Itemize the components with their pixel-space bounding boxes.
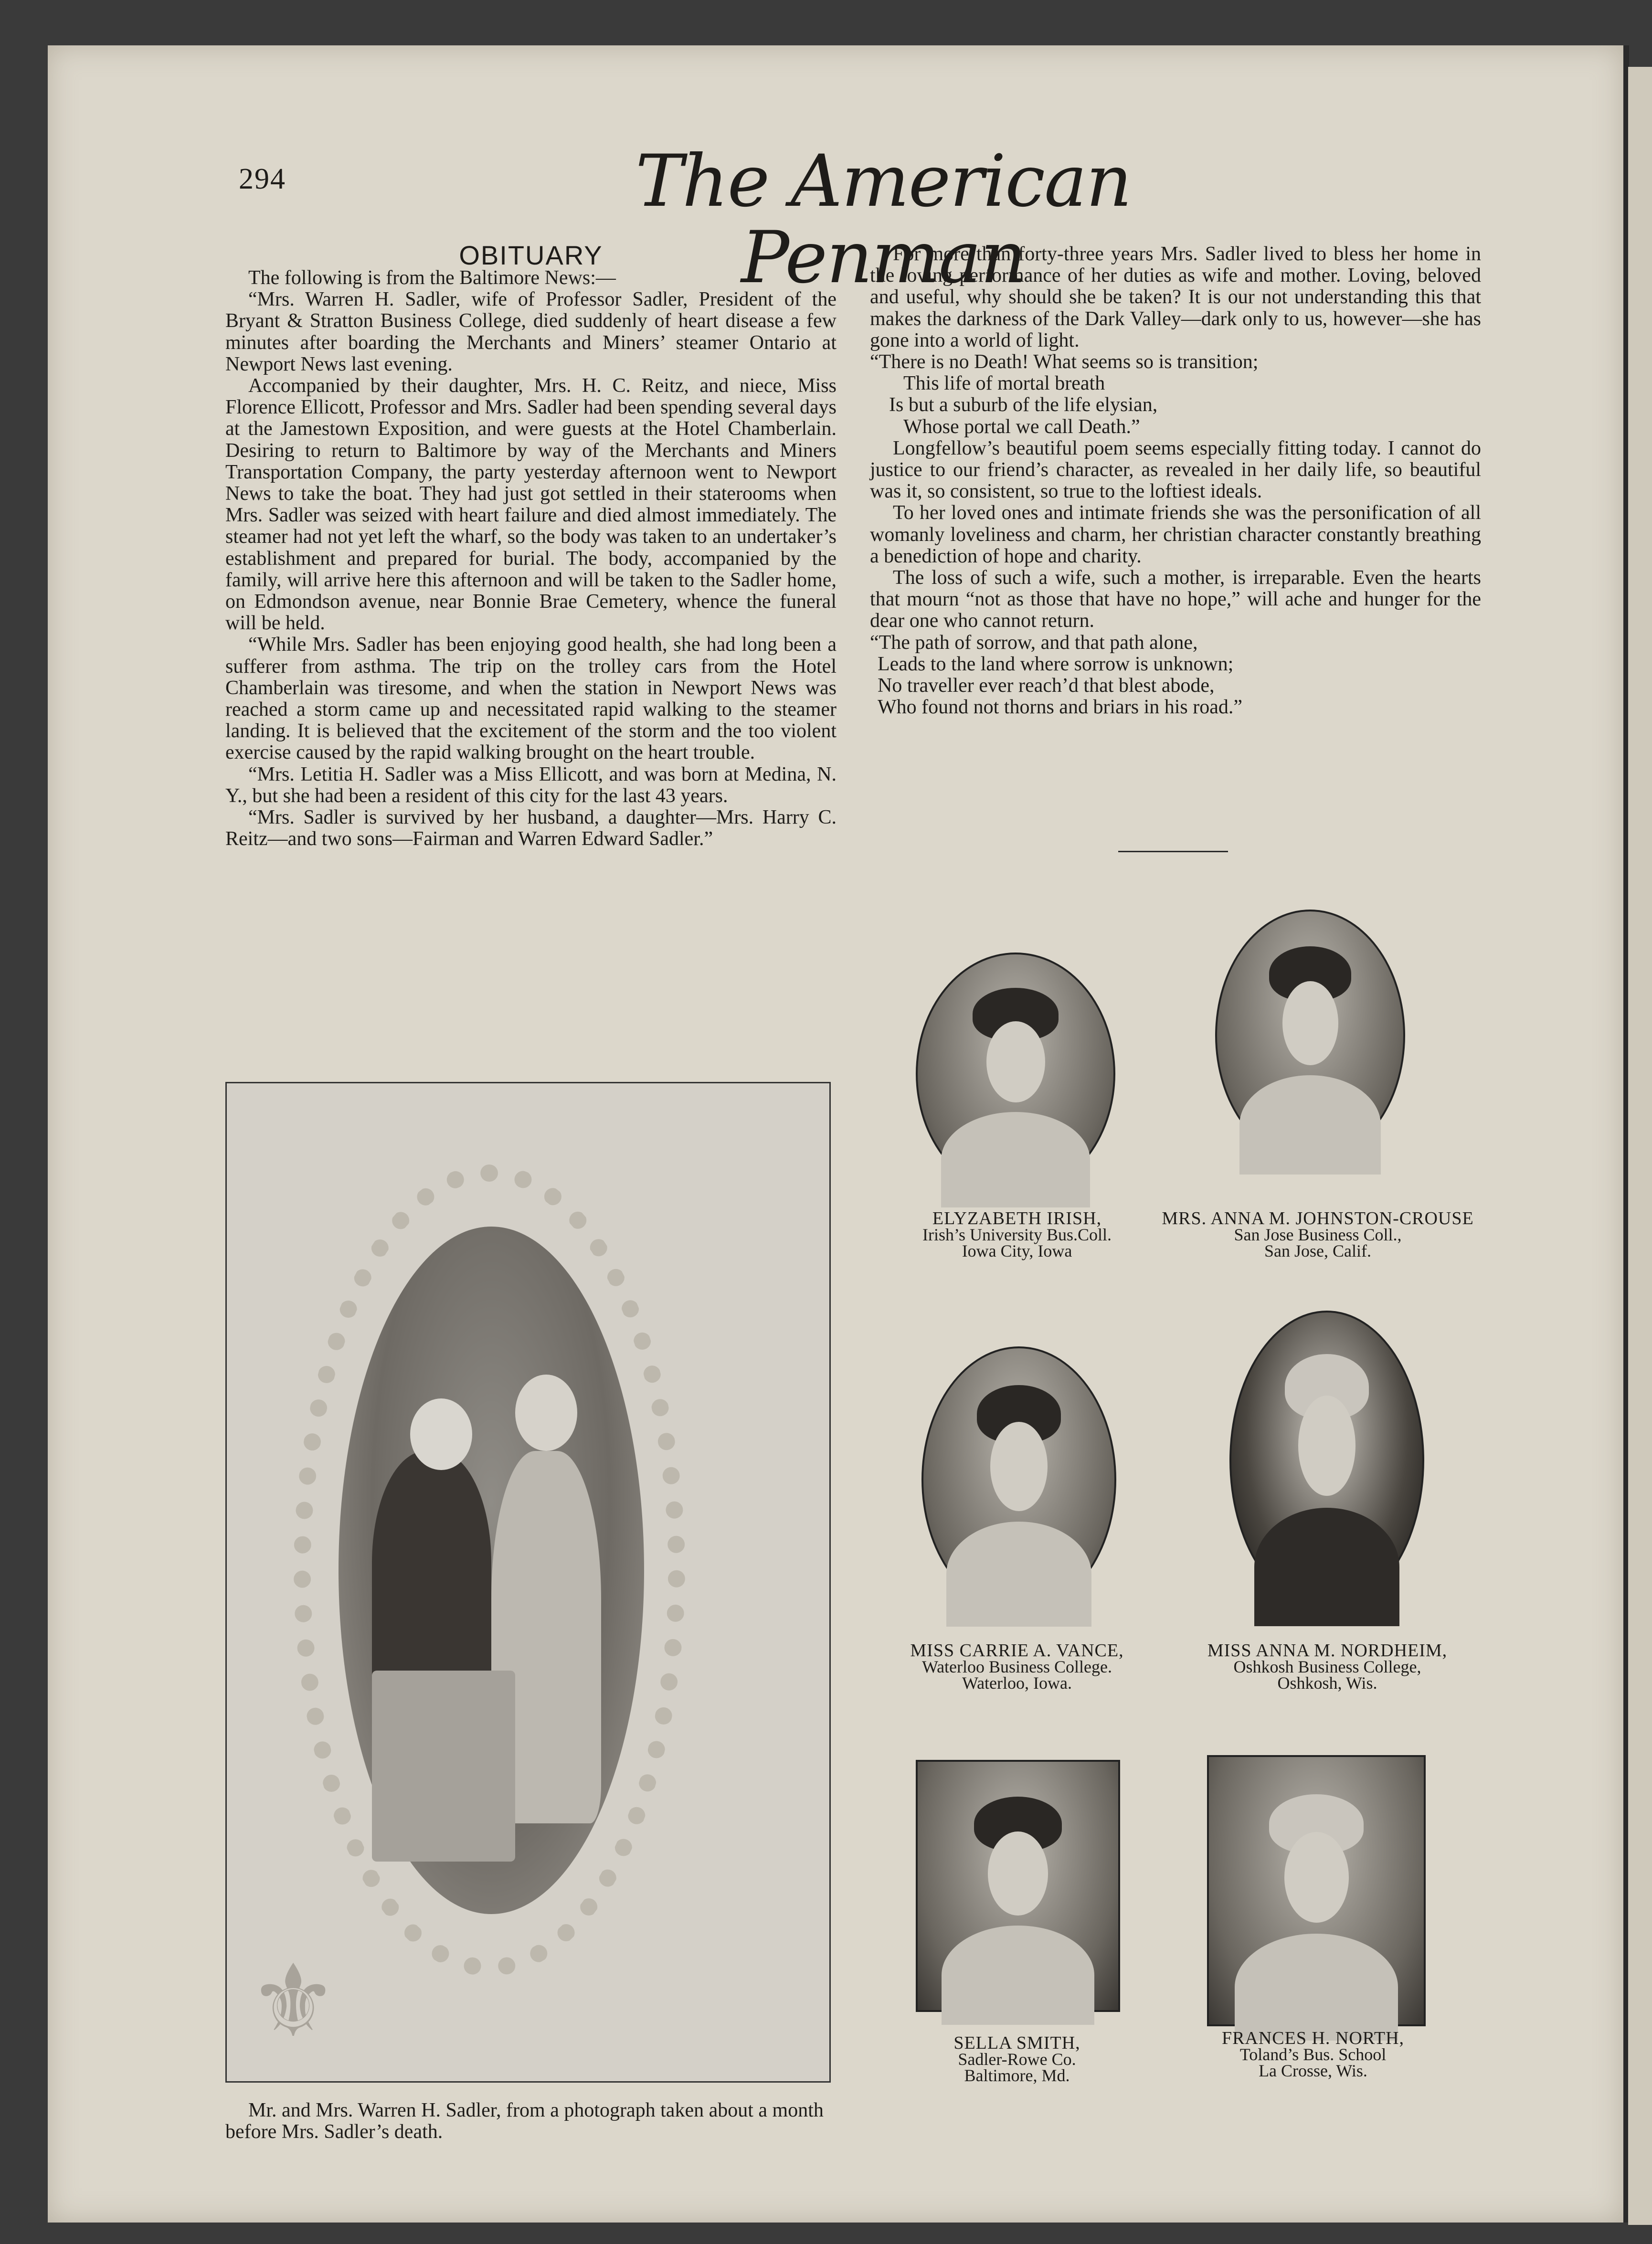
paragraph: “Mrs. Warren H. Sadler, wife of Professor Sadler, President of the Bryant & Stratton Business College, died suddenly of heart disease a few minutes after boarding the Merchants and Miners’ steamer Ontario at Newport News last evening. bbox=[225, 288, 837, 375]
portrait-school: Oshkosh Business College, bbox=[1233, 1657, 1421, 1676]
shoulders bbox=[1254, 1508, 1399, 1626]
page-number: 294 bbox=[239, 163, 286, 195]
verse-line: “The path of sorrow, and that path alone, bbox=[870, 631, 1198, 654]
face bbox=[1282, 981, 1338, 1066]
verse-line: “There is no Death! What seems so is transition; bbox=[870, 351, 1259, 373]
portrait-carrie-vance bbox=[921, 1346, 1116, 1613]
left-column bbox=[225, 267, 837, 850]
portrait-name: MRS. ANNA M. JOHNSTON-CROUSE bbox=[1162, 1208, 1474, 1228]
shoulders bbox=[1239, 1075, 1381, 1175]
portrait-school: San Jose Business Coll., bbox=[1234, 1225, 1402, 1244]
face bbox=[990, 1422, 1048, 1511]
caption-anna-johnston-crouse bbox=[1151, 1210, 1485, 1259]
caption-elyzabeth-irish bbox=[883, 1210, 1151, 1259]
caption-anna-nordheim bbox=[1184, 1642, 1471, 1691]
verse-line: Whose portal we call Death.” bbox=[903, 415, 1140, 438]
fleur-de-lis-icon: ⚜ bbox=[248, 1947, 339, 2058]
portrait-name: ELYZABETH IRISH, bbox=[932, 1208, 1102, 1228]
portrait-name: MISS CARRIE A. VANCE, bbox=[910, 1641, 1124, 1661]
verse-line: Who found not thorns and briars in his road.” bbox=[878, 696, 1243, 719]
verse-line: Leads to the land where sorrow is unknown; bbox=[878, 653, 1234, 675]
portrait-name: SELLA SMITH, bbox=[953, 2033, 1080, 2053]
portrait-location: Oshkosh, Wis. bbox=[1277, 1673, 1377, 1693]
woman-head bbox=[515, 1375, 577, 1451]
wicker-chair bbox=[372, 1671, 515, 1862]
verse-line: This life of mortal breath bbox=[903, 372, 1105, 395]
paragraph: The loss of such a wife, such a mother, is irreparable. Even the hearts that mourn “not as those that have no hope,” will ache and hunger for the dear one who cannot return. bbox=[870, 567, 1481, 632]
sadler-photograph bbox=[225, 1082, 831, 2083]
portrait-school: Waterloo Business College. bbox=[921, 1657, 1112, 1676]
right-column bbox=[870, 243, 1481, 718]
verse-line: No traveller ever reach’d that blest abode, bbox=[878, 675, 1215, 697]
portrait-school: Sadler-Rowe Co. bbox=[958, 2050, 1076, 2069]
portrait-location: Baltimore, Md. bbox=[964, 2066, 1070, 2085]
portrait-anna-johnston-crouse bbox=[1215, 910, 1405, 1162]
shoulders bbox=[946, 1522, 1091, 1627]
paragraph: Longfellow’s beautiful poem seems especially fitting today. I cannot do justice to our friend’s character, as revealed in her daily life, so beautiful was it, so consistent, so true to the loftiest ideals. bbox=[870, 437, 1481, 503]
shoulders bbox=[941, 1112, 1090, 1207]
portrait-frances-north bbox=[1207, 1755, 1426, 2026]
portrait-school: Irish’s University Bus.Coll. bbox=[922, 1225, 1112, 1244]
portrait-school: Toland’s Bus. School bbox=[1239, 2045, 1387, 2064]
portrait-name: FRANCES H. NORTH, bbox=[1221, 2028, 1405, 2048]
portrait-location: Iowa City, Iowa bbox=[962, 1241, 1072, 1260]
masthead-title: The American Penman bbox=[635, 140, 1132, 299]
paragraph: “While Mrs. Sadler has been enjoying good health, she had long been a sufferer from asthma. The trip on the trolley cars from the Hotel Chamberlain was tiresome, and when the station in Newport News was reached a storm came up and necessitated rapid walking to the steamer landing. It is believed that the excitement of the storm and the too violent exercise caused by the rapid walking brought on the heart trouble. bbox=[225, 634, 837, 764]
caption-carrie-vance bbox=[893, 1642, 1141, 1691]
man-head bbox=[410, 1398, 472, 1470]
shoulders bbox=[1235, 1934, 1398, 2041]
portrait-location: Waterloo, Iowa. bbox=[962, 1673, 1072, 1693]
portrait-name: MISS ANNA M. NORDHEIM, bbox=[1207, 1641, 1448, 1661]
portrait-location: San Jose, Calif. bbox=[1264, 1241, 1371, 1260]
face bbox=[988, 1831, 1048, 1916]
photo-caption: Mr. and Mrs. Warren H. Sadler, from a photograph taken about a month before Mrs. Sadler’s death. bbox=[225, 2099, 824, 2143]
paragraph: To her loved ones and intimate friends she was the personification of all womanly loveliness and charm, her christian character constantly breathing a benediction of hope and charity. bbox=[870, 502, 1481, 567]
verse-line: Is but a suburb of the life elysian, bbox=[889, 394, 1158, 416]
article-title: OBITUARY bbox=[459, 240, 603, 270]
portrait-sella-smith bbox=[916, 1760, 1120, 2012]
paragraph: “Mrs. Sadler is survived by her husband, a daughter—Mrs. Harry C. Reitz—and two sons—Fairman and Warren Edward Sadler.” bbox=[225, 806, 837, 850]
face bbox=[1298, 1396, 1355, 1496]
paragraph: Accompanied by their daughter, Mrs. H. C. Reitz, and niece, Miss Florence Ellicott, Professor and Mrs. Sadler had been spending several days at the Jamestown Exposition, and were guests at the Hotel Chamberlain. Desiring to return to Baltimore by way of the Merchants and Miners Transportation Company, the party yesterday afternoon went to Newport News to take the boat. They had just got settled in their staterooms when Mrs. Sadler was seized with heart failure and died almost immediately. The steamer had not yet left the wharf, so the body was taken to an undertaker’s establishment and prepared for burial. The body, accompanied by the family, will arrive here this afternoon and will be taken to the Sadler home, on Edmondson avenue, near Bonnie Brae Cemetery, whence the funeral will be held. bbox=[225, 375, 837, 635]
caption-sella-smith bbox=[898, 2035, 1136, 2084]
poem-quote-sorrow bbox=[870, 632, 1481, 719]
shoulders bbox=[942, 1926, 1094, 2025]
portrait-location: La Crosse, Wis. bbox=[1259, 2061, 1367, 2080]
section-divider bbox=[1118, 851, 1228, 852]
face bbox=[1284, 1832, 1349, 1923]
paragraph: “Mrs. Letitia H. Sadler was a Miss Ellicott, and was born at Medina, N. Y., but she had been a resident of this city for the last 43 years. bbox=[225, 763, 837, 807]
paragraph: The following is from the Baltimore News:— bbox=[248, 267, 616, 289]
man-figure bbox=[372, 1451, 491, 1699]
couple-portrait-oval bbox=[339, 1227, 644, 1914]
next-page-edge bbox=[1628, 67, 1652, 2225]
portrait-elyzabeth-irish bbox=[916, 953, 1115, 1195]
face bbox=[986, 1021, 1045, 1102]
poem-quote-longfellow bbox=[870, 351, 1481, 438]
portrait-anna-nordheim bbox=[1229, 1311, 1424, 1610]
paragraph: For more than forty-three years Mrs. Sadler lived to bless her home in the loving performance of her duties as wife and mother. Loving, beloved and useful, why should she be taken? It is our not understanding this that makes the darkness of the Dark Valley—dark only to us, however—she has gone into a world of light. bbox=[870, 243, 1481, 351]
caption-frances-north bbox=[1184, 2030, 1442, 2079]
